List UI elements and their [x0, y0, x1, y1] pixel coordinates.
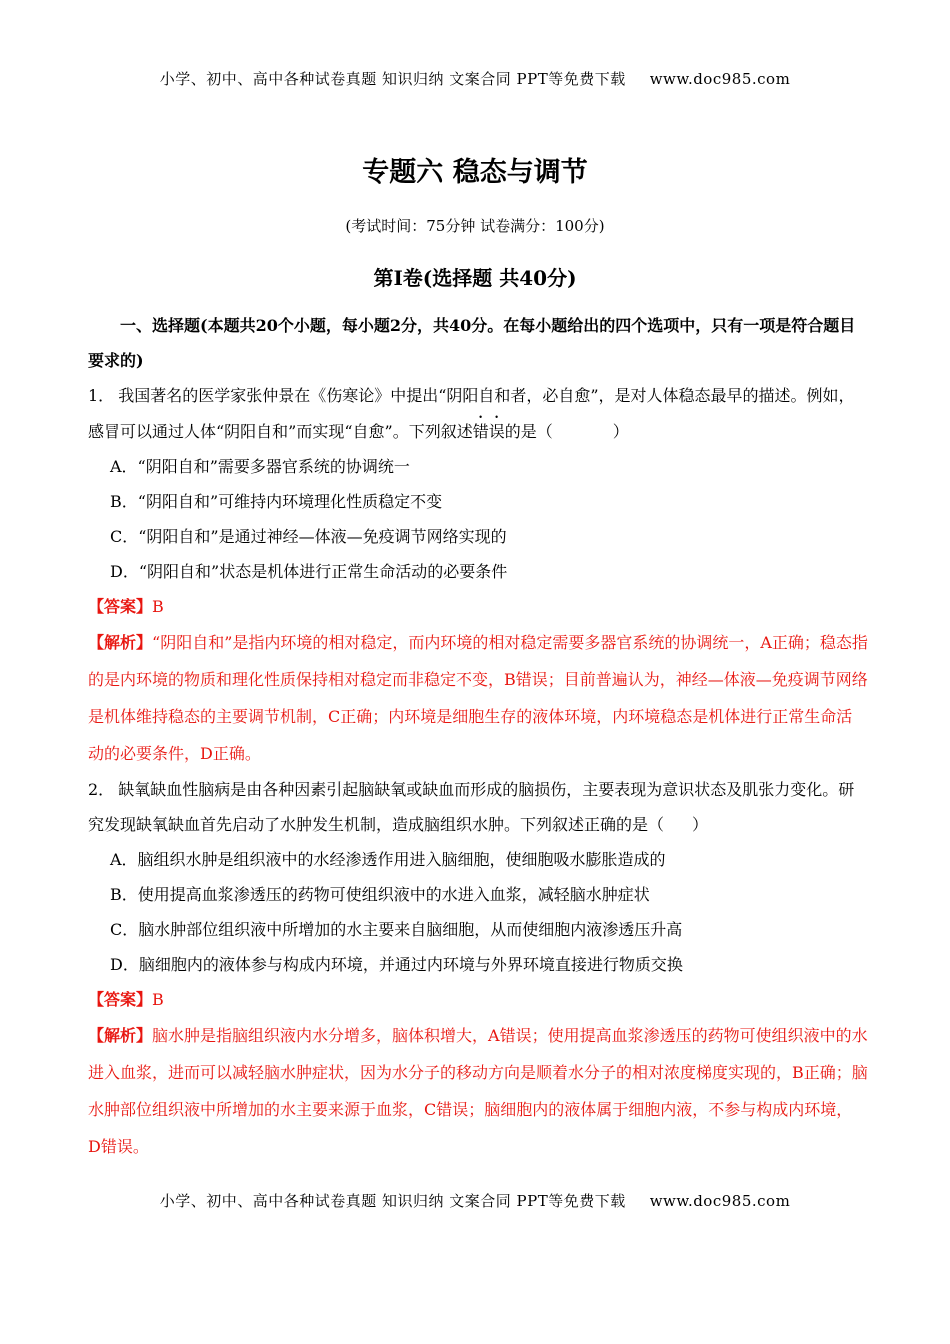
option-a: A．“阴阳自和”需要多器官系统的协调统一 — [110, 457, 410, 476]
footer-text: 小学、初中、高中各种试卷真题 知识归纳 文案合同 PPT等免费下载 — [159, 1192, 626, 1210]
analysis-tag: 【解析】 — [88, 1026, 153, 1045]
question-number: 1． — [88, 386, 115, 405]
question-stem — [88, 772, 868, 842]
answer-line — [88, 589, 868, 624]
question-number: 2． — [88, 780, 115, 799]
page-header — [0, 68, 950, 89]
option-b: B．“阴阳自和”可维持内环境理化性质稳定不变 — [110, 492, 443, 511]
answer-tag: 【答案】 — [88, 597, 153, 616]
exam-content — [88, 308, 868, 1165]
instructions: 一、选择题(本题共20个小题，每小题2分，共40分。在每小题给出的四个选项中，只有一项是符合题目要求的) — [88, 316, 856, 370]
option-c: C．脑水肿部位组织液中所增加的水主要来自脑细胞，从而使细胞内液渗透压升高 — [110, 920, 683, 939]
stem-text-end: 的是（ — [504, 422, 553, 441]
analysis-paragraph — [88, 1017, 868, 1165]
analysis-text: 脑水肿是指脑组织液内水分增多，脑体积增大，A错误；使用提高血浆渗透压的药物可使组织液中的水进入血浆，进而可以减轻脑水肿症状，因为水分子的移动方向是顺着水分子的相对浓度梯度实现的，B正确；脑水肿部位组织液中所增加的水主要来源于血浆，C错误；脑细胞内的液体属于细胞内液，不参与构成内环境， D错误。 — [88, 1026, 868, 1156]
stem-close: ） — [612, 422, 629, 441]
header-site-link[interactable]: www.doc985.com — [649, 70, 791, 88]
option-a: A．脑组织水肿是组织液中的水经渗透作用进入脑细胞，使细胞吸水膨胀造成的 — [110, 850, 666, 869]
header-text: 小学、初中、高中各种试卷真题 知识归纳 文案合同 PPT等免费下载 — [159, 70, 626, 88]
answer-line — [88, 982, 868, 1017]
page-title: 专题六 稳态与调节 — [362, 157, 588, 188]
option-d: D．“阴阳自和”状态是机体进行正常生命活动的必要条件 — [110, 562, 508, 581]
option-b: B．使用提高血浆渗透压的药物可使组织液中的水进入血浆，减轻脑水肿症状 — [110, 885, 650, 904]
question-1 — [88, 378, 868, 772]
section-title: 第Ⅰ卷(选择题 共40分) — [373, 266, 577, 290]
exam-info: (考试时间：75分钟 试卷满分：100分) — [345, 217, 605, 235]
answer-value: B — [152, 990, 164, 1009]
analysis-paragraph — [88, 624, 868, 772]
footer-site-link[interactable]: www.doc985.com — [649, 1192, 791, 1210]
analysis-tag: 【解析】 — [88, 633, 153, 652]
page-footer — [0, 1190, 950, 1211]
answer-value: B — [152, 597, 164, 616]
option-d: D．脑细胞内的液体参与构成内环境，并通过内环境与外界环境直接进行物质交换 — [110, 955, 683, 974]
analysis-text: “阴阳自和”是指内环境的相对稳定，而内环境的相对稳定需要多器官系统的协调统一，A正确；稳态指的是内环境的物质和理化性质保持相对稳定而非稳定不变，B错误；目前普遍认为，神经—体液—免疫调节网络是机体维持稳态的主要调节机制，C正确；内环境是细胞生存的液体环境，内环境稳态是机体进行正常生命活动的必要条件，D正确。 — [88, 633, 868, 763]
option-c: C．“阴阳自和”是通过神经—体液—免疫调节网络实现的 — [110, 527, 507, 546]
stem-emphasis: 错误 — [472, 422, 505, 441]
question-2 — [88, 772, 868, 1165]
stem-text: 我国著名的医学家张仲景在《伤寒论》中提出“阴阳自和者，必自愈”，是对人体稳态最早的描述。例如，感冒可以通过人体“阴阳自和”而实现“自愈”。下列叙述 — [88, 386, 855, 441]
stem-text: 缺氧缺血性脑病是由各种因素引起脑缺氧或缺血而形成的脑损伤，主要表现为意识状态及肌张力变化。研究发现缺氧缺血首先启动了水肿发生机制，造成脑组织水肿。下列叙述正确的是（ — [88, 780, 855, 834]
answer-tag: 【答案】 — [88, 990, 153, 1009]
stem-close: ） — [692, 815, 709, 834]
question-stem — [88, 378, 868, 449]
